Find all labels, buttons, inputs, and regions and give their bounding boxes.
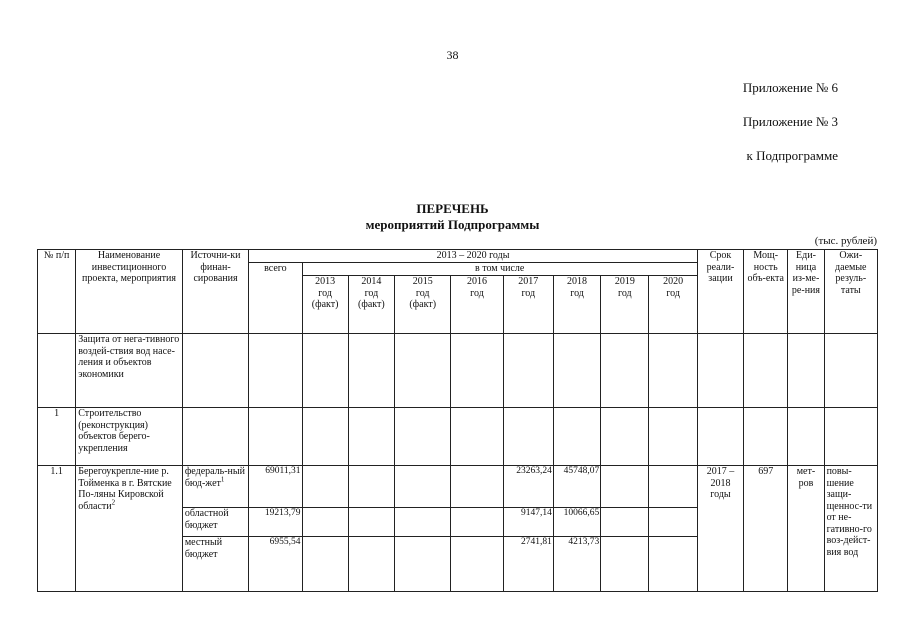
source-regional: областной бюджет (182, 508, 248, 537)
y2017-regional: 9147,14 (503, 508, 553, 537)
header-name: Наименование инвестиционного проекта, мероприятия (76, 250, 183, 334)
total-federal: 69011,31 (249, 466, 302, 508)
page-number: 38 (446, 48, 459, 62)
appendix-6-label: Приложение № 6 (742, 80, 838, 95)
header-year-2015: 2015 год (факт) (395, 276, 451, 334)
header-term: Срок реали-зации (697, 250, 743, 334)
source-federal: федераль-ный бюд-жет$^1$ (182, 466, 248, 508)
appendix-3-label: Приложение № 3 (742, 114, 838, 129)
header-unit: Еди-ница из-ме-ре-ния (788, 250, 824, 334)
header-year-2019: 2019 год (601, 276, 649, 334)
table-row (38, 466, 878, 508)
y2018-federal: 45748,07 (553, 466, 600, 508)
source-local: местный бюджет (182, 537, 248, 592)
y2018-local: 4213,73 (553, 537, 600, 592)
header-incl: в том числе (302, 263, 697, 276)
document-title (0, 201, 905, 233)
row-name: Берегоукрепле-ние р. Тойменка в г. Вятские По-ляны Кировской области$^2$ (76, 466, 183, 592)
row-term: 2017 – 2018 годы (697, 466, 743, 592)
row-unit: мет-ров (788, 466, 824, 592)
header-year-2016: 2016 год (451, 276, 503, 334)
y2017-federal: 23263,24 (503, 466, 553, 508)
header-year-2018: 2018 год (553, 276, 600, 334)
y2017-local: 2741,81 (503, 537, 553, 592)
header-num: № п/п (38, 250, 76, 334)
header-year-2014: 2014 год (факт) (348, 276, 394, 334)
row-num: 1.1 (38, 466, 76, 592)
measures-table (37, 249, 878, 592)
row-capacity: 697 (744, 466, 788, 592)
row-num: 1 (38, 408, 76, 466)
header-period: 2013 – 2020 годы (249, 250, 698, 263)
title-line-1: ПЕРЕЧЕНЬ (416, 201, 489, 216)
table-row (38, 408, 878, 466)
header-source: Источни-ки финан-сирования (182, 250, 248, 334)
header-year-2017: 2017 год (503, 276, 553, 334)
row-name: Строительство (реконструкция) объектов берего-укрепления (76, 408, 183, 466)
total-regional: 19213,79 (249, 508, 302, 537)
units-note: (тыс. рублей) (814, 235, 877, 247)
title-line-2: мероприятий Подпрограммы (365, 217, 540, 232)
header-capacity: Мощ-ность объ-екта (744, 250, 788, 334)
y2018-regional: 10066,65 (553, 508, 600, 537)
header-result: Ожи-даемые резуль-таты (824, 250, 877, 334)
header-year-2013: 2013 год (факт) (302, 276, 348, 334)
section-name: Защита от нега-тивного воздей-ствия вод насе-ления и объектов экономики (76, 334, 183, 408)
total-local: 6955,54 (249, 537, 302, 592)
appendix-subprogram-label: к Подпрограмме (746, 148, 838, 163)
table-row (38, 334, 878, 408)
header-total: всего (249, 263, 302, 334)
row-result: повы-шение защи-щеннос-ти от не-гативно-го воз-дейст-вия вод (824, 466, 877, 592)
header-year-2020: 2020 год (649, 276, 697, 334)
